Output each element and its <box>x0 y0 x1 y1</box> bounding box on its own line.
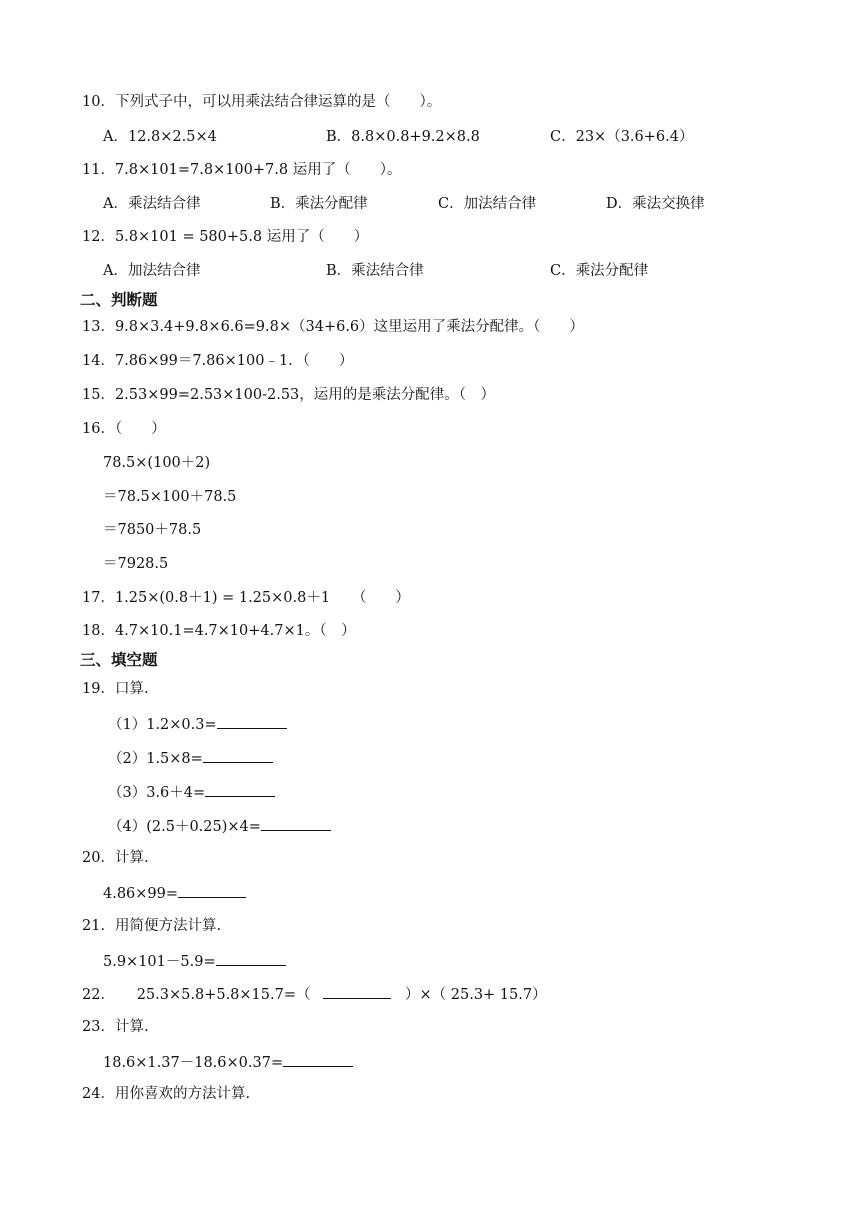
q19-item-1-expr: （1）1.2×0.3= <box>108 717 217 733</box>
question-20: 20．计算. <box>82 850 149 866</box>
question-12: 12．5.8×101 = 580+5.8 运用了（ ） <box>82 229 369 245</box>
question-11: 11．7.8×101=7.8×100+7.8 运用了（ ）。 <box>82 162 402 178</box>
q19-item-4 <box>108 815 331 837</box>
q16-step-1: 78.5×(100＋2) <box>103 455 211 471</box>
q12-option-c[interactable]: C．乘法分配律 <box>550 263 649 279</box>
q10-option-c[interactable]: C．23×（3.6+6.4） <box>550 129 694 145</box>
q19-item-3 <box>108 781 275 803</box>
answer-blank[interactable] <box>283 1051 353 1067</box>
q21-expression <box>103 950 286 972</box>
answer-blank[interactable] <box>203 747 273 763</box>
q20-expression <box>103 882 246 904</box>
section-heading-true-false: 二、判断题 <box>80 291 158 309</box>
q16-step-4: ＝7928.5 <box>103 556 169 572</box>
q10-option-a[interactable]: A．12.8×2.5×4 <box>103 129 217 145</box>
q19-item-3-expr: （3）3.6＋4= <box>108 785 206 801</box>
question-15: 15．2.53×99=2.53×100-2.53，运用的是乘法分配律。（ ） <box>82 387 496 403</box>
question-24: 24．用你喜欢的方法计算. <box>82 1086 251 1102</box>
q11-option-c[interactable]: C．加法结合律 <box>438 196 537 212</box>
answer-blank[interactable] <box>323 983 391 999</box>
section-heading-fill-in: 三、填空题 <box>80 651 158 669</box>
question-17: 17．1.25×(0.8＋1) = 1.25×0.8＋1 （ ） <box>82 590 410 606</box>
question-10: 10．下列式子中，可以用乘法结合律运算的是（ ）。 <box>82 94 442 110</box>
question-14: 14．7.86×99＝7.86×100﹣1．（ ） <box>82 353 354 369</box>
question-21: 21．用简便方法计算. <box>82 918 222 934</box>
q11-option-b[interactable]: B．乘法分配律 <box>270 196 368 212</box>
answer-blank[interactable] <box>216 950 286 966</box>
q11-option-a[interactable]: A．乘法结合律 <box>103 196 201 212</box>
q19-item-2 <box>108 747 273 769</box>
question-16: 16．（ ） <box>82 421 166 437</box>
q16-step-2: ＝78.5×100＋78.5 <box>103 489 237 505</box>
question-23: 23．计算. <box>82 1019 149 1035</box>
q23-expression <box>103 1051 353 1073</box>
q11-option-d[interactable]: D．乘法交换律 <box>606 196 705 212</box>
q20-expr: 4.86×99= <box>103 886 179 902</box>
q19-item-4-expr: （4）(2.5＋0.25)×4= <box>108 819 261 835</box>
question-18: 18．4.7×10.1=4.7×10+4.7×1。（ ） <box>82 623 356 639</box>
q21-expr: 5.9×101－5.9= <box>103 954 216 970</box>
q23-expr: 18.6×1.37－18.6×0.37= <box>103 1055 284 1071</box>
q10-option-b[interactable]: B．8.8×0.8+9.2×8.8 <box>326 129 480 145</box>
question-22 <box>82 983 547 1005</box>
question-19: 19．口算. <box>82 681 149 697</box>
q19-item-1 <box>108 713 287 735</box>
answer-blank[interactable] <box>205 781 275 797</box>
answer-blank[interactable] <box>178 882 246 898</box>
q12-option-a[interactable]: A．加法结合律 <box>103 263 201 279</box>
q22-suffix: ）×（ 25.3+ 15.7） <box>390 987 547 1003</box>
answer-blank[interactable] <box>261 815 331 831</box>
question-13: 13．9.8×3.4+9.8×6.6=9.8×（34+6.6）这里运用了乘法分配律。（ ） <box>82 319 584 335</box>
q12-option-b[interactable]: B．乘法结合律 <box>326 263 424 279</box>
q19-item-2-expr: （2）1.5×8= <box>108 751 203 767</box>
q16-step-3: ＝7850＋78.5 <box>103 522 202 538</box>
q22-prefix: 22． 25.3×5.8+5.8×15.7=（ <box>82 987 311 1003</box>
answer-blank[interactable] <box>217 713 287 729</box>
